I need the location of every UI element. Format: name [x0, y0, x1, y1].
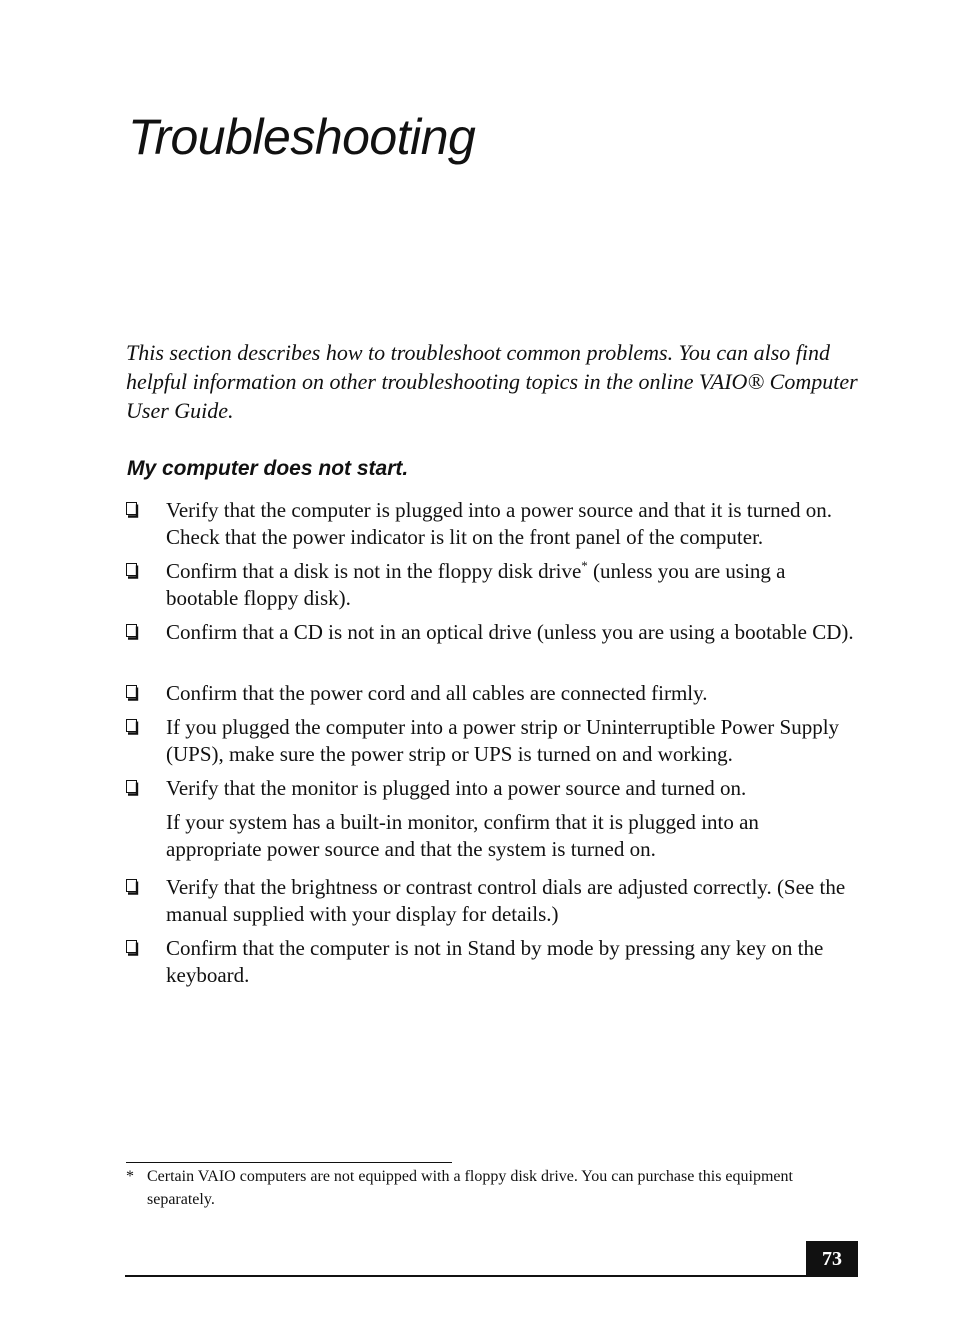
footnote-mark: *	[126, 1168, 134, 1185]
checklist-item	[126, 497, 858, 551]
checklist-item	[126, 935, 858, 989]
checklist-item-text-before: Confirm that a disk is not in the floppy disk drive	[166, 559, 582, 583]
checklist-item	[126, 619, 858, 646]
checkbox-icon	[126, 940, 140, 956]
chapter-title: Troubleshooting	[128, 109, 476, 165]
checkbox-icon	[126, 719, 140, 735]
checkbox-icon	[126, 624, 140, 640]
checklist-item-text: Verify that the computer is plugged into a power source and that it is turned on. Check that the power indicator is lit on the front panel of the computer.	[166, 498, 833, 549]
checklist-item-text: Confirm that a CD is not in an optical drive (unless you are using a bootable CD).	[166, 620, 854, 644]
footnote-divider	[126, 1162, 452, 1163]
checklist-item	[126, 775, 858, 802]
section-heading: My computer does not start.	[127, 457, 409, 480]
checkbox-icon	[126, 879, 140, 895]
footnote-reference: *	[581, 558, 588, 573]
checklist-item-text-after: (unless you are using a bootable floppy disk).	[166, 559, 786, 610]
checklist-item-text: Confirm that the power cord and all cables are connected firmly.	[166, 681, 708, 705]
page-footer-rule	[125, 1275, 858, 1277]
footnote-text: Certain VAIO computers are not equipped with a floppy disk drive. You can purchase this equipment separately.	[147, 1168, 793, 1208]
checklist-item	[126, 714, 858, 768]
footnote	[126, 1165, 856, 1211]
checkbox-icon	[126, 502, 140, 518]
intro-paragraph: This section describes how to troubleshoot common problems. You can also find helpful information on other troubleshooting topics in the online VAIO® Computer User Guide.	[126, 340, 858, 423]
checklist-item-text: If you plugged the computer into a power strip or Uninterruptible Power Supply (UPS), make sure the power strip or UPS is turned on and working.	[166, 715, 840, 766]
checklist-item	[126, 874, 858, 928]
checkbox-icon	[126, 685, 140, 701]
checkbox-icon	[126, 563, 140, 579]
checklist-item-text: Verify that the monitor is plugged into a power source and turned on.	[166, 776, 747, 800]
page-number: 73	[806, 1241, 858, 1277]
checkbox-icon	[126, 780, 140, 796]
checklist-item	[126, 680, 858, 707]
checklist-item-text: Verify that the brightness or contrast control dials are adjusted correctly. (See the manual supplied with your display for details.)	[166, 875, 846, 926]
checklist-item-text	[166, 558, 858, 612]
checklist-item	[126, 558, 858, 612]
built-in-monitor-note: If your system has a built-in monitor, confirm that it is plugged into an appropriate power source and that the system is turned on.	[166, 810, 759, 861]
checklist-item-text: Confirm that the computer is not in Stand by mode by pressing any key on the keyboard.	[166, 936, 824, 987]
